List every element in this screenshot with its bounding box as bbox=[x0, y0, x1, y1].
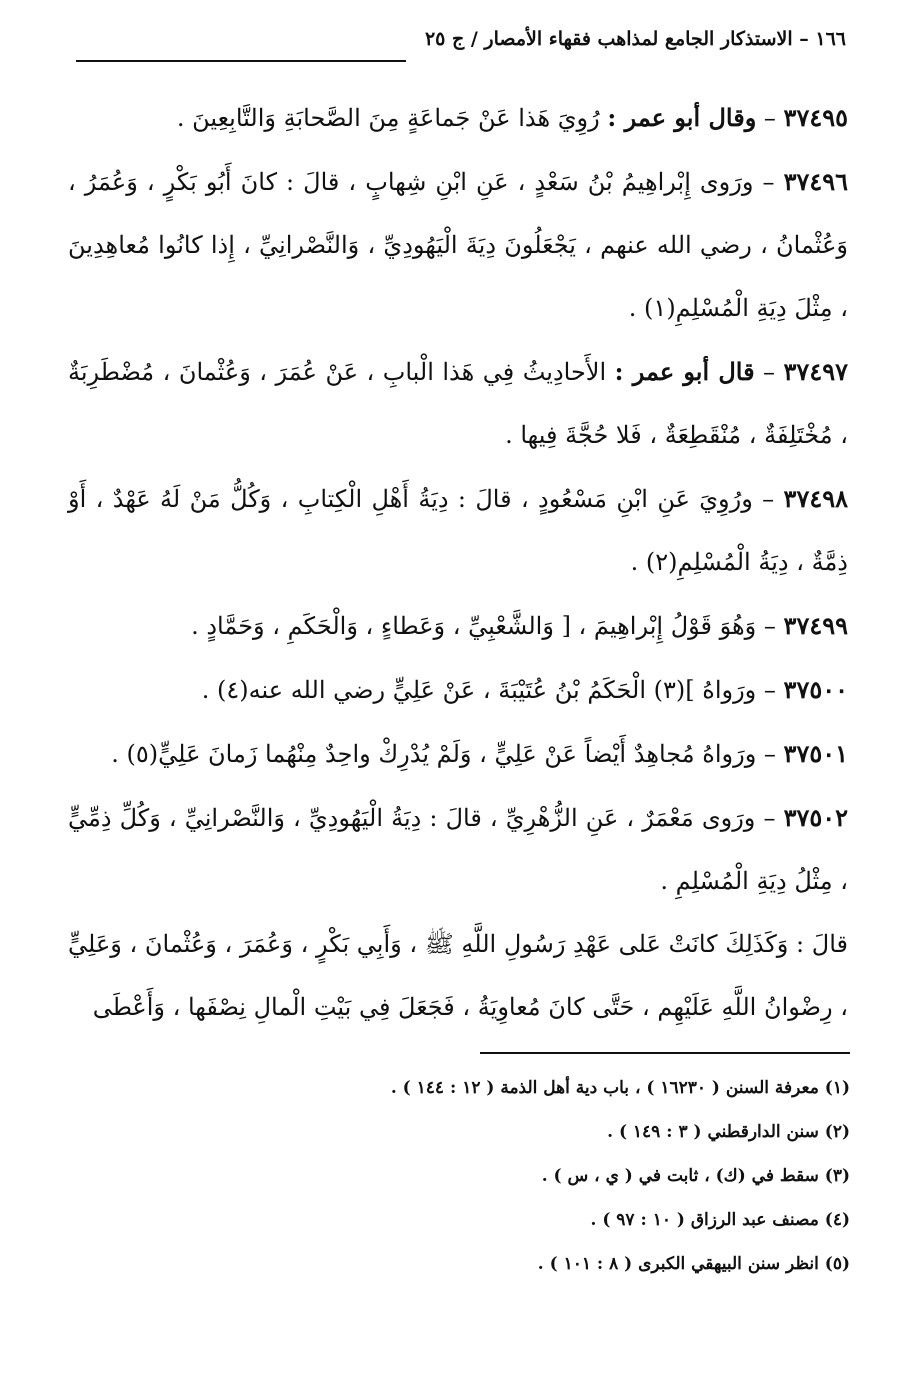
paragraph-number: ٣٧٤٩٦ bbox=[783, 167, 849, 196]
paragraph-number: ٣٧٤٩٥ bbox=[783, 103, 848, 132]
paragraph-number: ٣٧٥٠٢ bbox=[783, 803, 849, 832]
paragraph-text: رُوِيَ هَذا عَنْ جَماعَةٍ مِنَ الصَّحابَةِ وَالتَّابِعِينَ . bbox=[176, 104, 600, 132]
running-header: ١٦٦ – الاستذكار الجامع لمذاهب فقهاء الأمصار / ج ٢٥ bbox=[424, 28, 846, 50]
paragraph-text: ورُوِيَ عَنِ ابْنِ مَسْعُودٍ ، قالَ : دِيَةُ أَهْلِ الْكِتابِ ، وَكُلُّ مَنْ لَهُ عَهْدٌ ، أَوْ ذِمَّةٌ ، دِيَةُ الْمُسْلِمِ(٢) . bbox=[68, 485, 848, 576]
footnote: (٢) سنن الدارقطني ( ٣ : ١٤٩ ) . bbox=[607, 1122, 850, 1142]
paragraph-text: ورَوى مَعْمَرٌ ، عَنِ الزُّهْرِيِّ ، قالَ : دِيَةُ الْيَهُودِيِّ ، وَالنَّصْرانِيِّ ، وَكُلِّ ذِمِّيٍّ ، مِثْلُ دِيَةِ الْمُسْلِمِ . bbox=[68, 804, 848, 895]
footnote-rule bbox=[480, 1052, 850, 1054]
footnote: (١) معرفة السنن ( ١٦٢٣٠ ) ، باب دية أهل الذمة ( ١٢ : ١٤٤ ) . bbox=[390, 1078, 850, 1098]
paragraph-number: ٣٧٤٩٧ bbox=[783, 357, 848, 386]
paragraph-number: ٣٧٤٩٩ bbox=[783, 611, 848, 640]
paragraph: ٣٧٤٩٥ – وقال أبو عمر : رُوِيَ هَذا عَنْ جَماعَةٍ مِنَ الصَّحابَةِ وَالتَّابِعِينَ . bbox=[176, 103, 848, 132]
paragraph: ٣٧٥٠١ – ورَواهُ مُجاهِدٌ أَيْضاً عَنْ عَلِيٍّ ، وَلَمْ يُدْرِكْ واحِدٌ مِنْهُما زَمانَ عَلِيٍّ(٥) . bbox=[111, 739, 848, 768]
speaker-label: قال أبو عمر : bbox=[614, 357, 755, 386]
paragraph bbox=[68, 913, 848, 1039]
paragraph: ٣٧٤٩٦ – ورَوى إِبْراهِيمُ بْنُ سَعْدٍ ، عَنِ ابْنِ شِهابٍ ، قالَ : كانَ أَبُو بَكْرٍ ، وَعُمَرُ ، وَعُثْمانُ ، رضي الله عنهم ، يَجْعَلُونَ دِيَةَ الْيَهُودِيِّ ، وَالنَّصْرانِيِّ ، إِذا كانُوا مُعاهِدِينَ ، مِثْلَ دِيَةِ الْمُسْلِمِ(١) . bbox=[68, 167, 849, 322]
paragraph: ٣٧٥٠٠ – ورَواهُ ](٣) الْحَكَمُ بْنُ عُتَيْبَةَ ، عَنْ عَلِيٍّ رضي الله عنه(٤) . bbox=[201, 675, 848, 704]
paragraph-text: ورَواهُ مُجاهِدٌ أَيْضاً عَنْ عَلِيٍّ ، وَلَمْ يُدْرِكْ واحِدٌ مِنْهُما زَمانَ عَلِيٍّ(٥) . bbox=[111, 740, 757, 768]
paragraph-text: الأَحادِيثُ فِي هَذا الْبابِ ، عَنْ عُمَرَ ، وَعُثْمانَ ، مُضْطَرِبَةٌ ، مُخْتَلِفَةٌ ، مُنْقَطِعَةٌ ، فَلا حُجَّةَ فِيها . bbox=[68, 358, 848, 449]
main-text bbox=[68, 86, 848, 1039]
footnotes bbox=[120, 1066, 850, 1286]
speaker-label: وقال أبو عمر : bbox=[607, 103, 757, 132]
paragraph: ٣٧٤٩٨ – ورُوِيَ عَنِ ابْنِ مَسْعُودٍ ، قالَ : دِيَةُ أَهْلِ الْكِتابِ ، وَكُلُّ مَنْ لَهُ عَهْدٌ ، أَوْ ذِمَّةٌ ، دِيَةُ الْمُسْلِمِ(٢) . bbox=[68, 484, 848, 576]
paragraph: ٣٧٤٩٩ – وَهُوَ قَوْلُ إِبْراهِيمَ ، [ وَالشَّعْبِيِّ ، وَعَطاءٍ ، وَالْحَكَمِ ، وَحَمَّادٍ . bbox=[191, 611, 848, 640]
paragraph-number: ٣٧٥٠١ bbox=[783, 739, 848, 768]
paragraph-text: وَهُوَ قَوْلُ إِبْراهِيمَ ، [ وَالشَّعْبِيِّ ، وَعَطاءٍ ، وَالْحَكَمِ ، وَحَمَّادٍ . bbox=[191, 612, 757, 640]
footnote: (٣) سقط في (ك) ، ثابت في ( ي ، س ) . bbox=[541, 1166, 850, 1186]
paragraph-number: ٣٧٥٠٠ bbox=[783, 675, 848, 704]
paragraph-number: ٣٧٤٩٨ bbox=[783, 484, 848, 513]
footnote: (٥) انظر سنن البيهقي الكبرى ( ٨ : ١٠١ ) . bbox=[537, 1254, 850, 1274]
paragraph-text: ورَواهُ ](٣) الْحَكَمُ بْنُ عُتَيْبَةَ ، عَنْ عَلِيٍّ رضي الله عنه(٤) . bbox=[201, 676, 757, 704]
paragraph: ٣٧٤٩٧ – قال أبو عمر : الأَحادِيثُ فِي هَذا الْبابِ ، عَنْ عُمَرَ ، وَعُثْمانَ ، مُضْطَرِبَةٌ ، مُخْتَلِفَةٌ ، مُنْقَطِعَةٌ ، فَلا حُجَّةَ فِيها . bbox=[68, 357, 848, 449]
paragraph: ٣٧٥٠٢ – ورَوى مَعْمَرٌ ، عَنِ الزُّهْرِيِّ ، قالَ : دِيَةُ الْيَهُودِيِّ ، وَالنَّصْرانِيِّ ، وَكُلِّ ذِمِّيٍّ ، مِثْلُ دِيَةِ الْمُسْلِمِ . bbox=[68, 803, 849, 895]
paragraph-text: ورَوى إِبْراهِيمُ بْنُ سَعْدٍ ، عَنِ ابْنِ شِهابٍ ، قالَ : كانَ أَبُو بَكْرٍ ، وَعُمَرُ ، وَعُثْمانُ ، رضي الله عنهم ، يَجْعَلُونَ دِيَةَ الْيَهُودِيِّ ، وَالنَّصْرانِيِّ ، إِذا كانُوا مُعاهِدِينَ ، مِثْلَ دِيَةِ الْمُسْلِمِ(١) . bbox=[68, 168, 848, 322]
header-rule bbox=[76, 60, 406, 62]
paragraph-text: قالَ : وَكَذَلِكَ كانَتْ عَلى عَهْدِ رَسُولِ اللَّهِ ﷺ ، وَأَبِي بَكْرٍ ، وَعُمَرَ ، وَعُثْمانَ ، وَعَلِيٍّ ، رِضْوانُ اللَّهِ عَلَيْهِم ، حَتَّى كانَ مُعاوِيَةُ ، فَجَعَلَ فِي بَيْتِ الْمالِ نِصْفَها ، وَأَعْطَى bbox=[68, 930, 848, 1021]
footnote: (٤) مصنف عبد الرزاق ( ١٠ : ٩٧ ) . bbox=[590, 1210, 850, 1230]
